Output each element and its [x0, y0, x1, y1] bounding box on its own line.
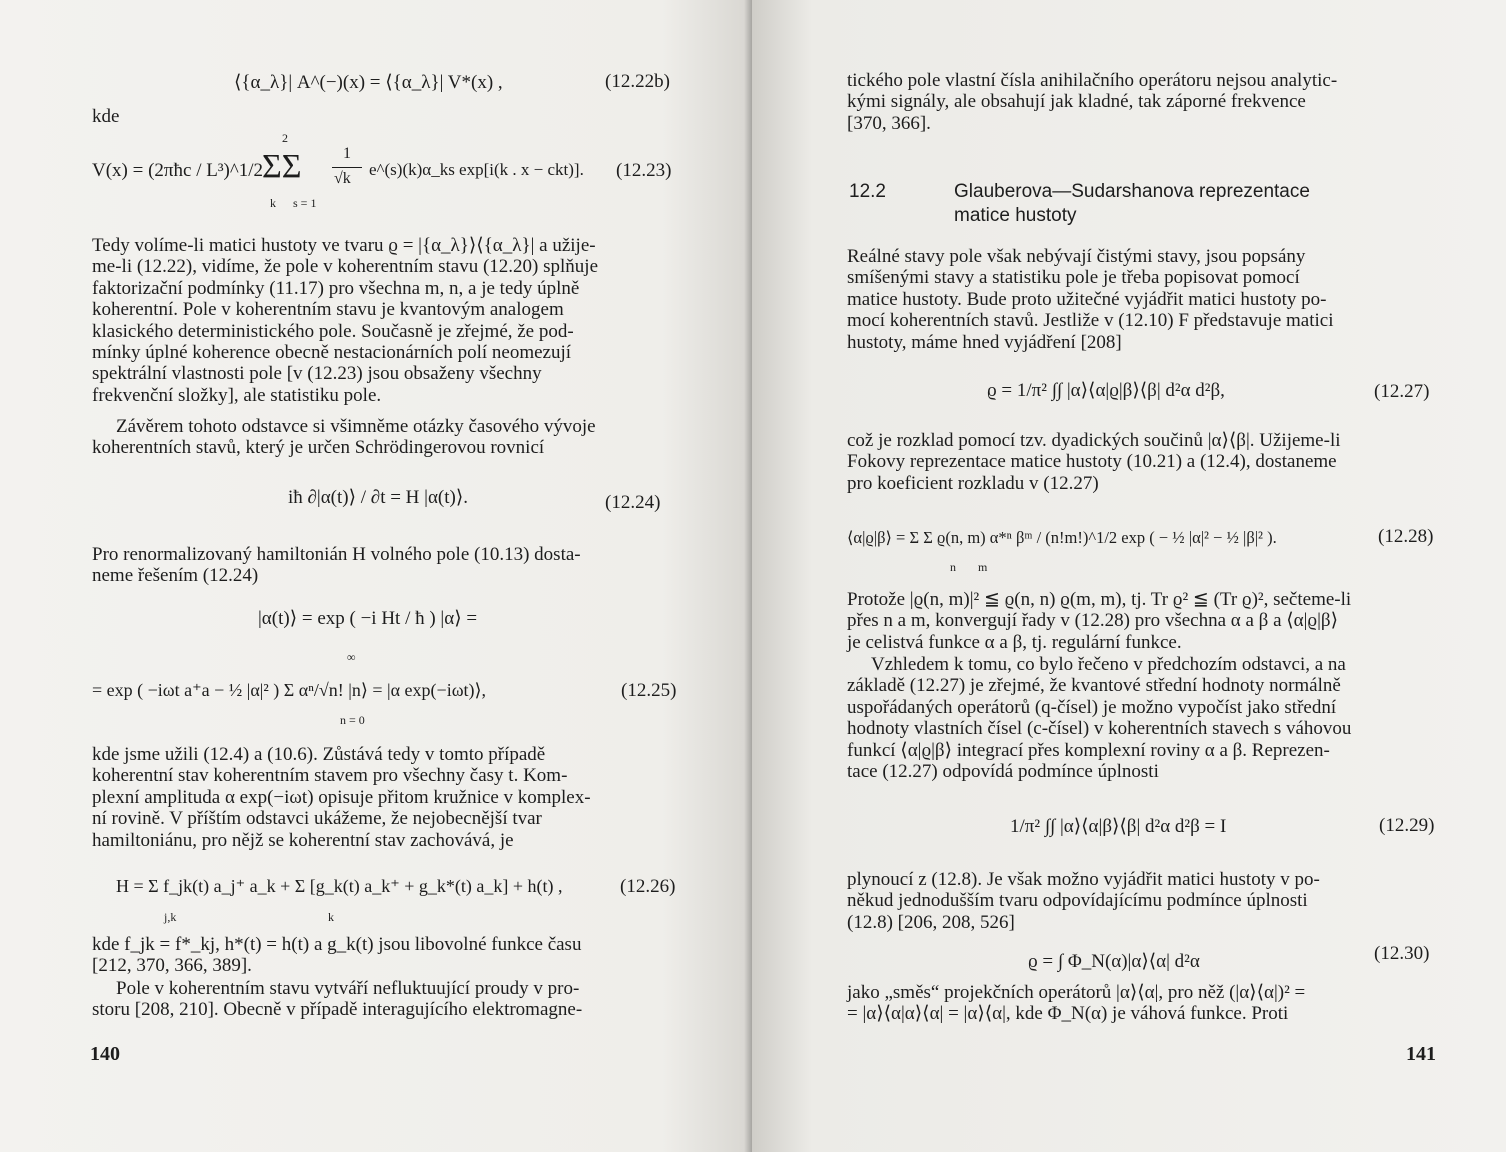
- equation-12-23-rhs: e^(s)(k)α_ks exp[i(k . x − ckt)].: [369, 160, 584, 179]
- equation-12-23-sum-s: s = 1: [293, 196, 317, 210]
- right-page: [752, 0, 1506, 1152]
- equation-12-23-sum-top: 2: [282, 131, 288, 145]
- equation-12-23-frac-num: 1: [343, 145, 351, 162]
- equation-number-12-28: (12.28): [1378, 526, 1434, 547]
- equation-number-12-30: (12.30): [1374, 943, 1430, 964]
- equation-number-12-22b: (12.22b): [605, 71, 670, 92]
- equation-12-23-lhs: V(x) = (2πħc / L³)^1/2: [92, 160, 264, 181]
- equation-number-12-27: (12.27): [1374, 381, 1430, 402]
- right-paragraph-6: jako „směs“ projekčních operátorů |α⟩⟨α|, pro něž (|α⟩⟨α|)² = = |α⟩⟨α|α⟩⟨α| = |α⟩⟨α|, kde Φ_N(α) je váhová funkce. Proti: [847, 982, 1306, 1025]
- page-number-left: 140: [90, 1043, 120, 1065]
- equation-12-26: H = Σ f_jk(t) a_j⁺ a_k + Σ [g_k(t) a_k⁺ + g_k*(t) a_k] + h(t) ,: [116, 876, 563, 896]
- equation-number-12-23: (12.23): [616, 160, 672, 181]
- right-paragraph-4: Vzhledem k tomu, co bylo řečeno v předchozím odstavci, a na základě (12.27) je zřejmé, že kvantové střední hodnoty normálně uspořádaných operátorů (q-čísel) je možno vypočíst jako střední hodnoty vlastních čísel (c-čísel) v koherentních stavech s váhovou funkcí ⟨α|ϱ|β⟩ integrací přes komplexní roviny α a β. Reprezen- tace (12.27) odpovídá podmínce úplnosti: [847, 654, 1352, 783]
- section-title: Glauberova—Sudarshanova reprezentace matice hustoty: [954, 181, 1310, 226]
- page-number-right: 141: [1406, 1043, 1436, 1065]
- right-paragraph-5: plynoucí z (12.8). Je však možno vyjádřit matici hustoty v po- někud jednodušším tvaru odpovídajícímu podmínce úplnosti (12.8) [206, 208, 526]: [847, 869, 1320, 933]
- equation-12-26-sum-1: j,k: [164, 910, 177, 924]
- equation-number-12-24: (12.24): [605, 492, 661, 513]
- left-paragraph-4: kde jsme užili (12.4) a (10.6). Zůstává tedy v tomto případě koherentní stav koherentním stavem pro všechny časy t. Kom- plexní amplituda α exp(−iωt) opisuje přitom kružnice v komplex- ní rovině. V příštím odstavci ukážeme, že nejobecnější tvar hamiltoniánu, pro nějž se koherentní stav zachovává, je: [92, 744, 591, 851]
- equation-12-27: ϱ = 1/π² ∫∫ |α⟩⟨α|ϱ|β⟩⟨β| d²α d²β,: [987, 380, 1225, 401]
- equation-12-23-frac-bar: [332, 167, 362, 168]
- equation-number-12-29: (12.29): [1379, 815, 1435, 836]
- equation-number-12-26: (12.26): [620, 876, 676, 897]
- left-paragraph-6: Pole v koherentním stavu vytváří nefluktuující proudy v pro- storu [208, 210]. Obecně v případě interagujícího elektromagne-: [92, 978, 583, 1021]
- equation-12-26-sum-2: k: [328, 910, 334, 924]
- equation-12-24: iħ ∂|α(t)⟩ / ∂t = H |α(t)⟩.: [288, 487, 469, 508]
- equation-number-12-25: (12.25): [621, 680, 677, 701]
- equation-12-25-line-2: = exp ( −iωt a⁺a − ½ |α|² ) Σ αⁿ/√n! |n⟩ = |α exp(−iωt)⟩,: [92, 680, 487, 700]
- left-paragraph-2: Závěrem tohoto odstavce si všimněme otázky časového vývoje koherentních stavů, který je určen Schrödingerovou rovnicí: [92, 416, 596, 459]
- left-paragraph-5: kde f_jk = f*_kj, h*(t) = h(t) a g_k(t) jsou libovolné funkce času [212, 370, 366, 389].: [92, 934, 582, 977]
- right-paragraph-3: Protože |ϱ(n, m)|² ≦ ϱ(n, n) ϱ(m, m), tj. Tr ϱ² ≦ (Tr ϱ)², sečteme-li přes n a m, konvergují řady v (12.28) pro všechna α a β a ⟨α|ϱ|β⟩ je celistvá funkce α a β, tj. regulární funkce.: [847, 589, 1352, 653]
- equation-12-30: ϱ = ∫ Φ_N(α)|α⟩⟨α| d²α: [1028, 951, 1200, 972]
- left-paragraph-3: Pro renormalizovaný hamiltonián H volného pole (10.13) dosta- neme řešením (12.24): [92, 544, 581, 587]
- right-paragraph-2: což je rozklad pomocí tzv. dyadických součinů |α⟩⟨β|. Užijeme-li Fokovy reprezentace matice hustoty (10.21) a (12.4), dostaneme pro koeficient rozkladu v (12.27): [847, 430, 1341, 494]
- left-paragraph-1: Tedy volíme-li matici hustoty ve tvaru ϱ = |{α_λ}⟩⟨{α_λ}| a užije- me-li (12.22), vidíme, že pole v koherentním stavu (12.20) splňuje faktorizační podmínky (11.17) pro všechna m, n, a je tedy úplně koherentní. Pole v koherentním stavu je kvantovým analogem klasického deterministického pole. Současně je zřejmé, že pod- mínky úplné koherence obecně nestacionárních polí neomezují spektrální vlastnosti pole [v (12.23) jsou obsaženy všechny frekvenční složky], ale statistiku pole.: [92, 235, 599, 406]
- equation-12-25-sum-bottom: n = 0: [340, 713, 365, 727]
- left-page: [0, 0, 752, 1152]
- kde-label: kde: [92, 106, 120, 127]
- equation-12-29: 1/π² ∫∫ |α⟩⟨α|β⟩⟨β| d²α d²β = I: [1010, 816, 1227, 837]
- equation-12-23-sum-k: k: [270, 196, 276, 210]
- right-paragraph-1: Reálné stavy pole však nebývají čistými stavy, jsou popsány smíšenými stavy a statistiku pole je třeba popisovat pomocí matice hustoty. Bude proto užitečné vyjádřit matici hustoty po- mocí koherentních stavů. Jestliže v (12.10) F představuje matici hustoty, máme hned vyjádření [208]: [847, 246, 1334, 353]
- equation-12-22b: ⟨{α_λ}| A^(−)(x) = ⟨{α_λ}| V*(x) ,: [234, 72, 503, 93]
- equation-12-23-frac-den: √k: [334, 170, 351, 187]
- equation-12-25-line-1: |α(t)⟩ = exp ( −i Ht / ħ ) |α⟩ =: [258, 608, 478, 629]
- equation-12-25-sum-top: ∞: [347, 650, 356, 664]
- equation-12-28-sum-n: n: [950, 560, 956, 574]
- equation-12-23-sum-signs: ΣΣ: [262, 148, 302, 185]
- equation-12-28-sum-m: m: [978, 560, 988, 574]
- section-number: 12.2: [849, 181, 886, 202]
- equation-12-28: ⟨α|ϱ|β⟩ = Σ Σ ϱ(n, m) α*ⁿ βᵐ / (n!m!)^1/2 exp ( − ½ |α|² − ½ |β|² ).: [847, 528, 1277, 547]
- right-paragraph-top: tického pole vlastní čísla anihilačního operátoru nejsou analytic- kými signály, ale obsahují jak kladné, tak záporné frekvence [370, 366].: [847, 70, 1338, 134]
